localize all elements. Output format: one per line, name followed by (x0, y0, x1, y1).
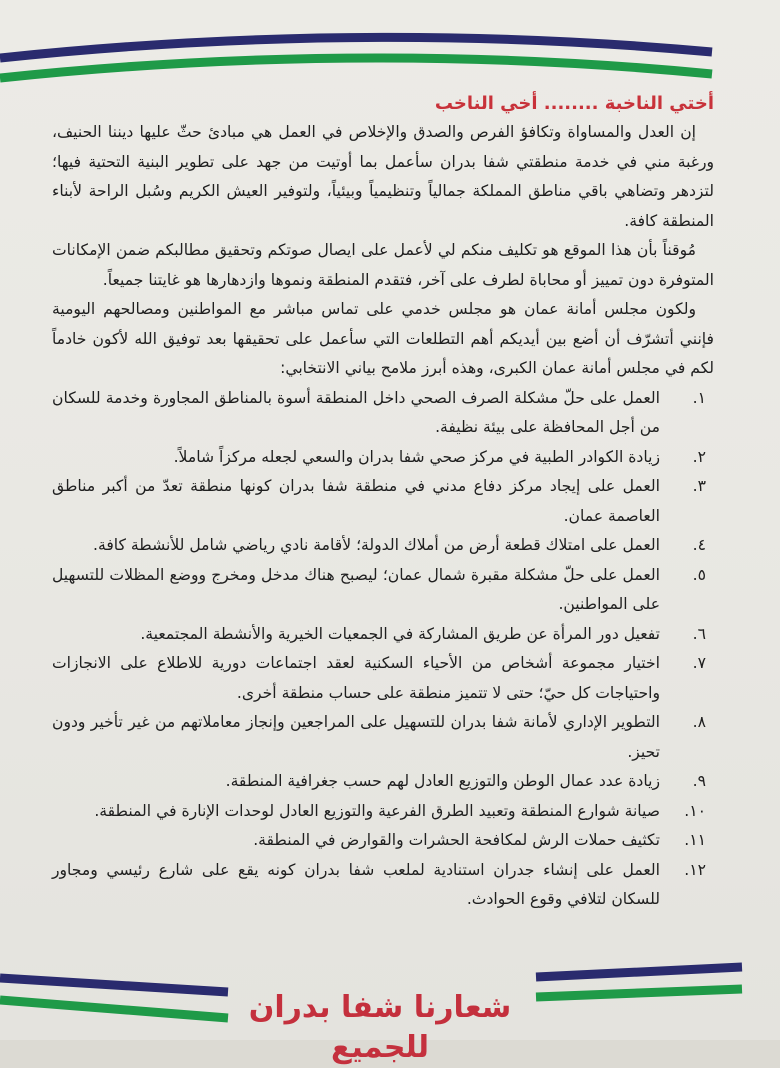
list-item (52, 620, 714, 650)
list-item (52, 384, 714, 443)
item-number: ٤. (692, 536, 706, 554)
list-item (52, 708, 714, 767)
bottom-left-stripe-navy (0, 978, 228, 992)
item-text: زيادة عدد عمال الوطن والتوزيع العادل لهم حسب جغرافية المنطقة. (225, 772, 660, 790)
campaign-slogan: شعارنا شفا بدران للجميع (248, 990, 512, 1065)
item-text: العمل على امتلاك قطعة أرض من أملاك الدولة؛ لأقامة نادي رياضي شامل للأنشطة كافة. (93, 536, 660, 554)
item-number: ٣. (692, 477, 706, 495)
program-intro-paragraph: ولكون مجلس أمانة عمان هو مجلس خدمي على تماس مباشر مع المواطنين ومصالحهم اليومية فإنني أتشرّف أن أضع بين أيديكم أهم التطلعات التي سأعمل على تحقيقها بعد توفيق الله لأكون خادماً لكم في مجلس أمانة عمان الكبرى، وهذه أبرز ملامح بياني الانتخابي: (52, 300, 714, 377)
list-item (52, 472, 714, 531)
list-item (52, 649, 714, 708)
manifesto-heading: أختي الناخبة ........ أخي الناخب (434, 93, 714, 114)
bottom-right-stripes (530, 955, 750, 1015)
item-number: ٢. (692, 447, 706, 466)
item-number: ٨. (692, 713, 706, 731)
top-stripe-green (0, 58, 712, 78)
top-stripe-navy (0, 37, 712, 58)
program-list (52, 384, 714, 915)
bottom-right-stripe-navy (536, 967, 742, 977)
bottom-left-stripe-green (0, 1000, 228, 1018)
list-item (52, 561, 714, 620)
item-text: العمل على حلّ مشكلة مقبرة شمال عمان؛ ليصبح هناك مدخل ومخرج ووضع المظلات للتسهيل على المواطنين. (52, 565, 660, 613)
item-text: صيانة شوارع المنطقة وتعبيد الطرق الفرعية والتوزيع العادل لوحدات الإنارة في المنطقة. (94, 801, 660, 820)
item-number: ٧. (692, 654, 706, 672)
item-text: التطوير الإداري لأمانة شفا بدران للتسهيل على المراجعين وإنجاز معاملاتهم من غير تأخير ودون تحيز. (52, 713, 660, 761)
bottom-right-stripe-green (536, 989, 742, 997)
list-item (52, 826, 714, 856)
item-text: اختيار مجموعة أشخاص من الأحياء السكنية لعقد اجتماعات دورية للاطلاع على الانجازات واحتياجات كل حيّ؛ حتى لا تتميز منطقة على حساب منطقة أخرى. (52, 654, 660, 702)
item-text: العمل على إيجاد مركز دفاع مدني في منطقة شفا بدران كونها منطقة تعدّ من أكبر مناطق العاصمة عمان. (52, 477, 660, 525)
mandate-paragraph: مُوقناً بأن هذا الموقع هو تكليف منكم لي لأعمل على ايصال صوتكم وتحقيق مطالبكم ضمن الإمكانات المتوفرة دون تمييز أو محاباة لطرف على آخر، فتقدم المنطقة ونموها وازدهارها هو غايتنا جميعاً. (52, 241, 714, 289)
item-number: ١. (692, 388, 706, 407)
item-number: ١٢. (684, 860, 706, 879)
list-item (52, 443, 714, 473)
item-text: تكثيف حملات الرش لمكافحة الحشرات والقوارض في المنطقة. (253, 831, 660, 849)
list-item (52, 797, 714, 827)
manifesto-text (52, 90, 714, 915)
top-stripes (0, 0, 780, 100)
intro-paragraph: إن العدل والمساواة وتكافؤ الفرص والصدق والإخلاص في العمل هي مبادئ حثّ عليها ديننا الحنيف، ورغبة مني في خدمة منطقتي شفا بدران سأعمل بما أوتيت من جهد على تطوير البنية التحتية فيها؛ لتزدهر وتضاهي باقي مناطق المملكة جمالياً وتنظيمياً وبيئياً، ولتوفير العيش الكريم وسُبل الراحة لأبناء المنطقة كافة. (52, 123, 714, 230)
bottom-left-stripes (0, 970, 230, 1030)
list-item (52, 856, 714, 915)
item-text: العمل على إنشاء جدران استنادية لملعب شفا بدران كونه يقع على شارع رئيسي ومجاور للسكان لتلافي وقوع الحوادث. (52, 860, 660, 908)
item-number: ١١. (684, 831, 706, 849)
item-number: ٦. (692, 624, 706, 643)
item-text: زيادة الكوادر الطبية في مركز صحي شفا بدران والسعي لجعله مركزاً شاملاً. (173, 447, 660, 466)
list-item (52, 531, 714, 561)
item-number: ٩. (692, 772, 706, 790)
item-text: تفعيل دور المرأة عن طريق المشاركة في الجمعيات الخيرية والأنشطة المجتمعية. (140, 624, 660, 643)
item-number: ٥. (692, 565, 706, 584)
list-item (52, 767, 714, 797)
item-number: ١٠. (684, 801, 706, 820)
item-text: العمل على حلّ مشكلة الصرف الصحي داخل المنطقة أسوة بالمناطق المجاورة وخدمة للسكان من أجل المحافظة على بيئة نظيفة. (52, 388, 660, 436)
